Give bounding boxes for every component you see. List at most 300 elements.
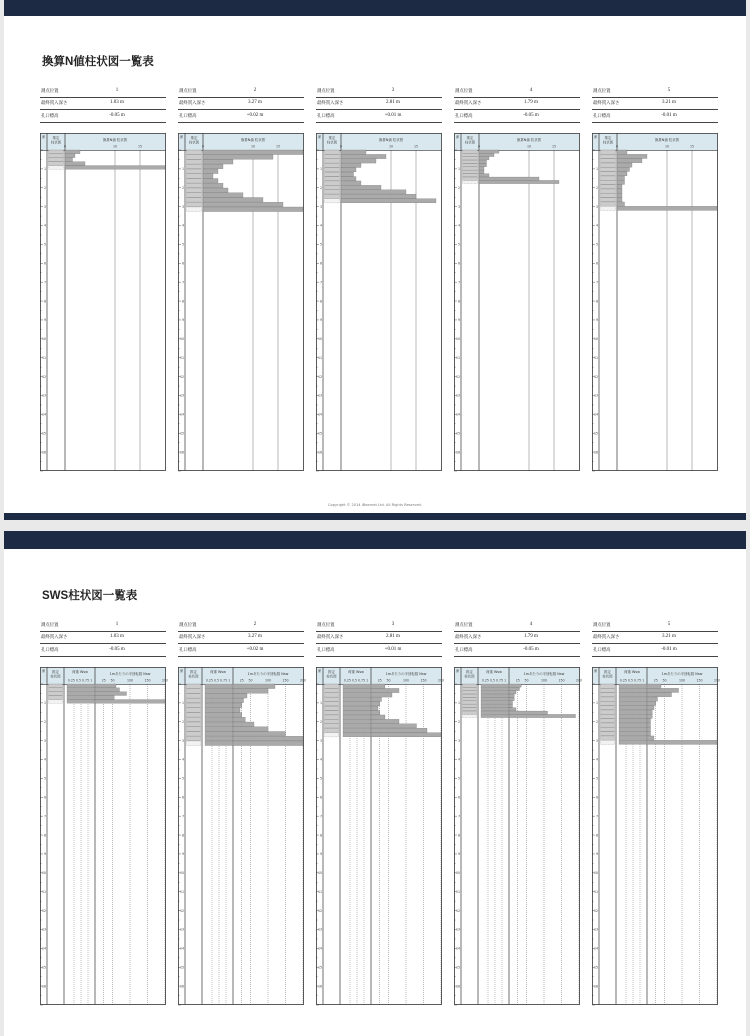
info-value: 2.81 m	[386, 634, 400, 639]
depth-label: 9	[595, 852, 598, 857]
data-bar	[479, 160, 487, 163]
layer-cell	[601, 697, 615, 701]
depth-label: 13	[317, 393, 322, 398]
info-value: 1	[115, 88, 119, 93]
layer-cell	[463, 691, 477, 694]
layer-cell	[187, 731, 201, 736]
load-bar	[343, 702, 371, 706]
load-bar	[619, 723, 647, 727]
layer-cell	[463, 698, 477, 701]
info-label: 最終貫入深さ	[179, 635, 206, 640]
depth-label: 16	[455, 450, 460, 455]
info-row-position	[40, 86, 166, 98]
depth-label: 1	[595, 701, 598, 706]
depth-label: 11	[41, 355, 46, 360]
info-row-depth	[454, 632, 580, 644]
depth-label: 15	[179, 431, 184, 436]
layer-cell	[601, 710, 615, 714]
info-row-position	[316, 86, 442, 98]
info-label: 最終貫入深さ	[593, 635, 620, 640]
layer-header: 推定	[604, 136, 612, 140]
layer-cell	[325, 728, 339, 732]
depth-label: 9	[457, 318, 460, 323]
info-value: 3.21 m	[662, 100, 676, 105]
data-bar	[647, 688, 679, 692]
data-bar	[95, 696, 114, 700]
x-tick-label: 50	[662, 678, 667, 683]
layer-cell	[601, 180, 616, 184]
data-bar	[65, 154, 75, 158]
data-bar	[233, 741, 303, 746]
info-label: 最終貫入深さ	[41, 635, 68, 640]
data-bar	[341, 172, 354, 176]
info-label: 孔口標高	[179, 114, 197, 119]
load-tick-labels: 0.25 0.5 0.75 1	[67, 678, 93, 683]
info-row-elevation	[316, 111, 442, 123]
x-tick-label: 150	[558, 678, 565, 683]
boring-log-chart	[454, 667, 583, 1005]
depth-label: 10	[317, 871, 322, 876]
info-row-position	[592, 86, 718, 98]
x-tick-label: 15	[689, 144, 695, 149]
main-header: 1mあたりの半回転数 Nsw	[523, 672, 565, 676]
layer-cell	[601, 198, 616, 202]
layer-cell	[601, 189, 616, 193]
depth-label: 3	[457, 738, 460, 743]
data-bar	[203, 193, 243, 198]
data-bar	[647, 719, 651, 723]
data-bar	[509, 714, 576, 717]
layer-cell	[601, 701, 615, 705]
data-bar	[371, 724, 417, 728]
info-label: 孔口標高	[455, 114, 473, 119]
load-bar	[619, 693, 647, 697]
depth-label: 9	[43, 852, 46, 857]
info-row-elevation	[316, 645, 442, 657]
depth-header: 深	[41, 669, 46, 673]
info-value: 5	[667, 88, 671, 93]
x-tick-label: 15	[275, 144, 281, 149]
depth-header: 深	[455, 669, 460, 673]
info-value: -0.01 m	[661, 647, 677, 652]
layer-cell	[325, 163, 340, 167]
info-row-depth	[592, 632, 718, 644]
depth-label: 11	[179, 889, 184, 894]
depth-label: 6	[595, 795, 598, 800]
layer-cell	[187, 202, 202, 207]
depth-label: 13	[41, 393, 46, 398]
load-header: 荷重 Wsw	[624, 670, 640, 674]
x-tick-label: 25	[377, 678, 382, 683]
data-bar	[647, 740, 717, 744]
layer-cell	[187, 164, 202, 169]
layer-cell	[187, 712, 201, 717]
depth-label: 3	[43, 738, 46, 743]
layer-cell	[325, 733, 339, 737]
depth-label: 2	[595, 185, 598, 190]
depth-label: 6	[43, 261, 46, 266]
info-value: 1.03 m	[110, 100, 124, 105]
x-tick-label: 50	[110, 678, 115, 683]
layer-cell	[463, 694, 477, 697]
x-tick-label: 200	[437, 678, 445, 683]
layer-cell	[463, 711, 477, 714]
layer-header: 推定	[52, 136, 60, 140]
point-info	[316, 86, 442, 123]
load-bar	[343, 697, 371, 701]
data-bar	[371, 702, 380, 706]
info-label: 最終貫入深さ	[593, 101, 620, 106]
layer-cell	[463, 153, 478, 156]
depth-label: 4	[43, 223, 46, 228]
point-info	[178, 620, 304, 657]
layer-cell	[49, 688, 63, 692]
layer-cell	[187, 150, 202, 155]
layer-cell	[601, 727, 615, 731]
data-bar	[371, 697, 382, 701]
data-bar	[479, 167, 484, 170]
data-bar	[647, 732, 651, 736]
depth-label: 11	[455, 355, 460, 360]
depth-label: 9	[319, 318, 322, 323]
layer-cell	[325, 706, 339, 710]
info-value: 5	[667, 622, 671, 627]
data-bar	[203, 159, 233, 164]
layer-cell	[601, 193, 616, 197]
depth-label: 7	[319, 814, 322, 819]
depth-label: 8	[595, 299, 598, 304]
point-info	[454, 620, 580, 657]
load-bar	[205, 708, 233, 713]
data-bar	[647, 736, 654, 740]
depth-label: 4	[319, 757, 322, 762]
page-title: 換算N値柱状図一覧表	[42, 56, 154, 68]
depth-label: 10	[317, 337, 322, 342]
depth-header: 深	[41, 135, 46, 139]
layer-cell	[601, 706, 615, 710]
x-tick-label: 10	[664, 144, 670, 149]
depth-label: 10	[41, 871, 46, 876]
data-bar	[647, 697, 658, 701]
data-bar	[509, 687, 520, 690]
load-bar	[205, 693, 233, 698]
main-header: 1mあたりの半回転数 Nsw	[385, 672, 427, 676]
data-bar	[341, 194, 416, 198]
boring-log-svg	[316, 667, 445, 1005]
depth-label: 4	[181, 223, 184, 228]
data-bar	[95, 688, 120, 692]
x-tick-label: 0	[339, 144, 343, 149]
point-info	[592, 86, 718, 123]
x-tick-label: 200	[161, 678, 169, 683]
depth-label: 4	[457, 757, 460, 762]
info-value: 2	[253, 88, 257, 93]
depth-header: 深	[455, 135, 460, 139]
page-title: SWS柱状図一覧表	[42, 590, 138, 602]
x-tick-label: 25	[239, 678, 244, 683]
layer-cell	[463, 170, 478, 173]
depth-label: 13	[593, 927, 598, 932]
layer-cell	[325, 159, 340, 163]
layer-cell	[49, 158, 64, 162]
main-header: 換算N値 柱状図	[103, 138, 127, 142]
depth-label: 5	[595, 776, 598, 781]
load-bar	[67, 692, 95, 696]
boring-log-chart	[40, 133, 166, 471]
data-bar	[341, 199, 436, 203]
layer-cell	[601, 206, 616, 210]
page-sws	[4, 531, 746, 1036]
data-bar	[233, 727, 268, 732]
data-bar	[617, 150, 627, 154]
data-bar	[479, 170, 484, 173]
x-tick-label: 150	[420, 678, 427, 683]
depth-label: 13	[455, 393, 460, 398]
depth-label: 13	[455, 927, 460, 932]
depth-label: 9	[181, 852, 184, 857]
depth-label: 16	[41, 450, 46, 455]
layer-cell	[49, 162, 64, 166]
data-bar	[341, 163, 361, 167]
info-row-depth	[454, 98, 580, 110]
info-label: 測点位置	[317, 623, 335, 628]
depth-label: 14	[317, 412, 322, 417]
layer-cell	[601, 736, 615, 740]
load-bar	[205, 727, 233, 732]
load-bar	[343, 719, 371, 723]
data-bar	[233, 717, 245, 722]
depth-label: 5	[319, 776, 322, 781]
depth-label: 16	[593, 984, 598, 989]
data-bar	[647, 714, 652, 718]
info-row-position	[316, 620, 442, 632]
depth-label: 15	[593, 431, 598, 436]
depth-label: 16	[41, 984, 46, 989]
depth-label: 1	[457, 167, 460, 172]
depth-label: 6	[457, 261, 460, 266]
layer-cell	[325, 185, 340, 189]
depth-label: 11	[179, 355, 184, 360]
layer-cell	[601, 688, 615, 692]
layer-header: 柱状図	[50, 674, 61, 679]
layer-cell	[187, 736, 201, 741]
info-row-elevation	[178, 111, 304, 123]
load-bar	[481, 694, 509, 697]
data-bar	[341, 159, 376, 163]
depth-header: 深	[179, 669, 184, 673]
layer-header: 柱状図	[464, 674, 475, 679]
layer-cell	[187, 193, 202, 198]
x-tick-label: 25	[101, 678, 106, 683]
depth-label: 14	[179, 946, 184, 951]
info-value: 1.79 m	[524, 100, 538, 105]
x-tick-label: 100	[264, 678, 272, 683]
info-row-position	[40, 620, 166, 632]
info-label: 測点位置	[593, 89, 611, 94]
data-bar	[203, 169, 218, 174]
x-tick-label: 0	[477, 144, 481, 149]
load-bar	[619, 697, 647, 701]
info-label: 孔口標高	[179, 648, 197, 653]
depth-label: 6	[319, 261, 322, 266]
info-row-depth	[178, 632, 304, 644]
chart-frame	[455, 134, 580, 471]
boring-log-svg	[40, 667, 169, 1005]
load-bar	[343, 706, 371, 710]
data-bar	[371, 684, 385, 688]
depth-label: 3	[181, 738, 184, 743]
info-value: 3	[391, 88, 395, 93]
load-bar	[619, 684, 647, 688]
layer-cell	[463, 708, 477, 711]
data-bar	[479, 157, 489, 160]
layer-cell	[601, 176, 616, 180]
info-row-depth	[178, 98, 304, 110]
depth-label: 13	[317, 927, 322, 932]
boring-log-chart	[178, 667, 307, 1005]
main-header: 1mあたりの半回転数 Nsw	[247, 672, 289, 676]
data-bar	[203, 164, 223, 169]
data-bar	[617, 159, 642, 163]
info-value: 1.79 m	[524, 634, 538, 639]
depth-label: 15	[455, 431, 460, 436]
layer-cell	[325, 172, 340, 176]
load-bar	[619, 740, 647, 744]
data-bar	[95, 700, 165, 704]
layer-header: 推定	[604, 670, 611, 674]
load-bar	[481, 691, 509, 694]
depth-label: 11	[41, 889, 46, 894]
data-bar	[371, 693, 392, 697]
depth-label: 7	[43, 280, 46, 285]
point-info	[178, 86, 304, 123]
x-tick-label: 10	[526, 144, 532, 149]
info-label: 孔口標高	[41, 648, 59, 653]
layer-cell	[325, 693, 339, 697]
load-bar	[481, 714, 509, 717]
main-header: 換算N値 柱状図	[655, 138, 679, 142]
data-bar	[233, 693, 247, 698]
layer-cell	[49, 150, 64, 154]
data-bar	[647, 706, 654, 710]
depth-header: 深	[179, 135, 184, 139]
depth-label: 14	[455, 946, 460, 951]
main-header: 1mあたりの半回転数 Nsw	[661, 672, 703, 676]
point-info	[592, 620, 718, 657]
load-bar	[205, 722, 233, 727]
info-row-position	[454, 86, 580, 98]
data-bar	[617, 202, 625, 206]
depth-label: 13	[179, 927, 184, 932]
boring-log-svg	[592, 133, 718, 471]
data-bar	[647, 701, 656, 705]
load-bar	[343, 684, 371, 688]
x-tick-label: 100	[402, 678, 410, 683]
layer-cell	[187, 722, 201, 727]
depth-label: 5	[457, 242, 460, 247]
data-bar	[341, 150, 366, 154]
load-bar	[481, 711, 509, 714]
depth-label: 11	[455, 889, 460, 894]
depth-label: 7	[595, 814, 598, 819]
depth-label: 1	[43, 167, 46, 172]
data-bar	[233, 698, 244, 703]
depth-label: 1	[319, 701, 322, 706]
depth-label: 14	[317, 946, 322, 951]
depth-label: 6	[181, 795, 184, 800]
depth-label: 2	[43, 185, 46, 190]
depth-label: 12	[179, 908, 184, 913]
data-bar	[617, 189, 622, 193]
info-row-position	[178, 86, 304, 98]
x-tick-label: 0	[615, 144, 619, 149]
depth-label: 2	[319, 719, 322, 724]
info-value: +0.01 m	[384, 113, 402, 118]
load-header: 荷重 Wsw	[486, 670, 502, 674]
info-value: 4	[529, 622, 533, 627]
depth-label: 8	[457, 833, 460, 838]
layer-cell	[601, 159, 616, 163]
load-bar	[343, 711, 371, 715]
depth-label: 8	[43, 299, 46, 304]
x-tick-label: 15	[137, 144, 143, 149]
data-bar	[647, 727, 651, 731]
info-value: -0.05 m	[109, 113, 125, 118]
layer-cell	[49, 700, 63, 704]
data-bar	[233, 684, 275, 689]
load-header: 荷重 Wsw	[210, 670, 226, 674]
x-tick-label: 50	[524, 678, 529, 683]
x-tick-label: 200	[713, 678, 721, 683]
depth-label: 2	[595, 719, 598, 724]
info-label: 孔口標高	[593, 114, 611, 119]
depth-label: 13	[179, 393, 184, 398]
data-bar	[233, 731, 286, 736]
load-bar	[619, 714, 647, 718]
data-bar	[509, 711, 548, 714]
info-row-depth	[316, 98, 442, 110]
data-bar	[371, 706, 378, 710]
x-tick-label: 100	[678, 678, 686, 683]
depth-header: 深	[317, 135, 322, 139]
data-bar	[341, 168, 356, 172]
layer-cell	[49, 692, 63, 696]
data-bar	[233, 722, 254, 727]
info-label: 最終貫入深さ	[455, 101, 482, 106]
layer-cell	[325, 168, 340, 172]
layer-cell	[325, 697, 339, 701]
depth-label: 10	[593, 337, 598, 342]
layer-cell	[187, 693, 201, 698]
depth-label: 16	[317, 450, 322, 455]
layer-cell	[325, 688, 339, 692]
data-bar	[203, 155, 273, 160]
layer-cell	[463, 714, 477, 717]
data-bar	[341, 154, 386, 158]
load-bar	[67, 684, 95, 688]
info-row-depth	[40, 632, 166, 644]
depth-label: 12	[317, 374, 322, 379]
x-tick-label: 25	[515, 678, 520, 683]
load-header: 荷重 Wsw	[72, 670, 88, 674]
depth-label: 10	[455, 871, 460, 876]
depth-label: 16	[179, 450, 184, 455]
layer-cell	[187, 188, 202, 193]
point-info	[40, 86, 166, 123]
info-label: 最終貫入深さ	[317, 635, 344, 640]
x-tick-label: 0	[63, 144, 67, 149]
x-tick-label: 15	[551, 144, 557, 149]
